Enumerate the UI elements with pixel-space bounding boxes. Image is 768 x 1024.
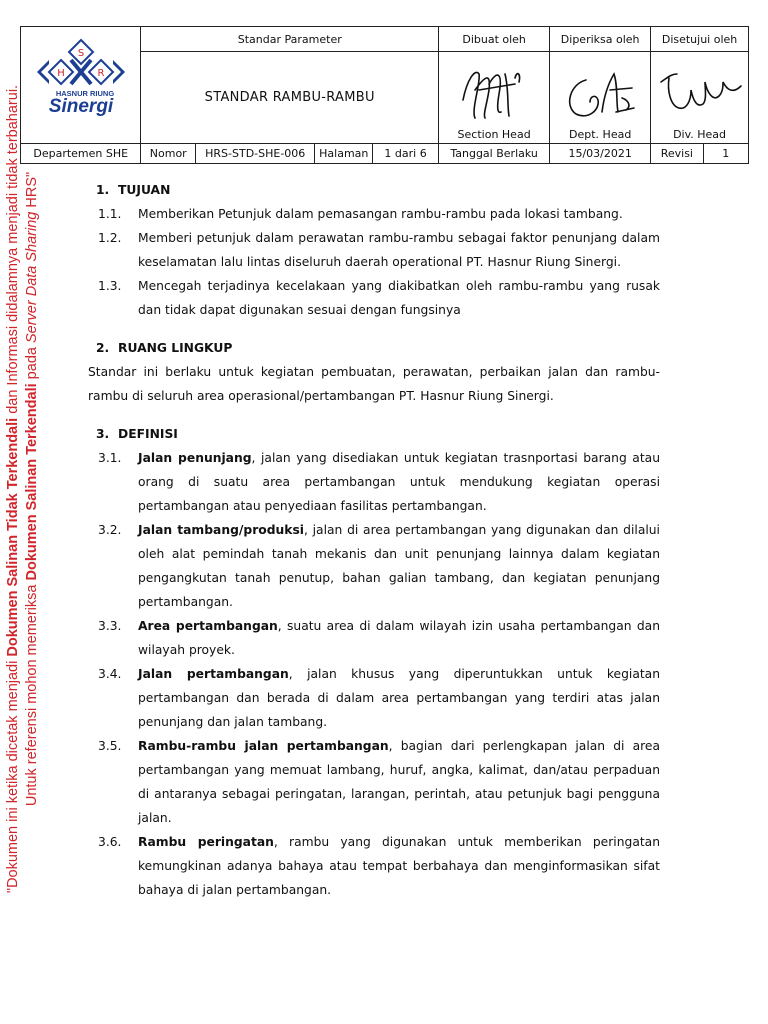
svg-text:R: R — [97, 68, 105, 79]
revisi-value: 1 — [703, 144, 748, 164]
section-heading-tujuan: 1. TUJUAN — [96, 183, 171, 197]
dept-head-signature-cell — [550, 52, 651, 144]
logo-company-small: HASNUR RIUNG — [55, 89, 114, 98]
document-title: STANDAR RAMBU-RAMBU — [141, 52, 439, 144]
tanggal-berlaku-label: Tanggal Berlaku — [439, 144, 550, 164]
standar-parameter-label: Standar Parameter — [141, 27, 439, 52]
document-body — [88, 178, 660, 902]
document-header-table — [20, 26, 749, 164]
list-item: 1.2. Memberi petunjuk dalam perawatan rambu-rambu sebagai faktor penunjang dalam keselamatan lalu lintas diseluruh daerah operational PT. Hasnur Riung Sinergi. — [98, 231, 660, 269]
dept-head-role: Dept. Head — [569, 128, 632, 141]
section-head-signature-cell — [439, 52, 550, 144]
section-heading-definisi: 3. DEFINISI — [96, 427, 178, 441]
nomor-value: HRS-STD-SHE-006 — [196, 144, 315, 164]
section-heading-ruang-lingkup: 2. RUANG LINGKUP — [96, 341, 233, 355]
halaman-label: Halaman — [315, 144, 373, 164]
logo-company-big: Sinergi — [48, 96, 113, 117]
svg-text:H: H — [56, 68, 65, 79]
dept-head-signature — [556, 60, 646, 124]
tanggal-berlaku-value: 15/03/2021 — [550, 144, 651, 164]
definition-item: 3.3. Area pertambangan, suatu area di dalam wilayah izin usaha pertambangan dan wilayah proyek. — [98, 619, 660, 657]
section-head-signature — [445, 60, 541, 124]
section-head-role: Section Head — [457, 128, 531, 141]
list-item: 1.1. Memberikan Petunjuk dalam pemasangan rambu-rambu pada lokasi tambang. — [98, 207, 623, 221]
ruang-lingkup-paragraph: Standar ini berlaku untuk kegiatan pembuatan, perawatan, perbaikan jalan dan rambu-rambu di seluruh area operasional/pertambangan PT. Hasnur Riung Sinergi. — [88, 365, 660, 403]
definition-item: 3.4. Jalan pertambangan, jalan khusus yang diperuntukkan untuk kegiatan pertambangan dan berada di dalam area pertambangan yang terdiri atas jalan penunjang dan jalan tambang. — [98, 667, 661, 729]
div-head-signature — [657, 60, 743, 124]
definition-item: 3.2. Jalan tambang/produksi, jalan di area pertambangan yang digunakan dan dilalui oleh alat pemindah tanah mekanis dan unit penunjang lainnya dalam kegiatan pengangkutan tanah penutup, bahan galian tambang, dan kegiatan penunjang pertambangan. — [98, 523, 660, 609]
revisi-label: Revisi — [651, 144, 704, 164]
definition-item: 3.1. Jalan penunjang, jalan yang disediakan untuk kegiatan trasnportasi barang atau orang di suatu area pertambangan untuk mendukung kegiatan operasi pertambangan atau penyediaan fasilitas pertambangan. — [98, 451, 660, 513]
controlled-copy-watermark — [4, 0, 64, 1001]
definition-item: 3.6. Rambu peringatan, rambu yang digunakan untuk memberikan peringatan kemungkinan adanya bahaya atau tempat berbahaya dan menginformasikan sifat bahaya di jalan pertambangan. — [98, 835, 661, 897]
div-head-role: Div. Head — [673, 128, 727, 141]
watermark-line-2: Untuk referensi mohon memeriksa Dokumen Salinan Terkendali pada Server Data Sharing HRS" — [24, 171, 40, 807]
definition-item: 3.5. Rambu-rambu jalan pertambangan, bagian dari perlengkapan jalan di area pertambangan yang memuat lambang, huruf, angka, kalimat, dan/atau perpaduan di antaranya sebagai peringatan, larangan, perintah, atau petunjuk bagi pengguna jalan. — [98, 739, 660, 825]
watermark-line-1: "Dokumen ini ketika dicetak menjadi Dokumen Salinan Tidak Terkendali dan Informasi didalamnya menjadi tidak terbaharui. — [5, 84, 21, 894]
diperiksa-oleh-label: Diperiksa oleh — [550, 27, 651, 52]
nomor-label: Nomor — [141, 144, 196, 164]
div-head-signature-cell — [651, 52, 749, 144]
departemen-value: Departemen SHE — [21, 144, 141, 164]
halaman-value: 1 dari 6 — [373, 144, 439, 164]
dibuat-oleh-label: Dibuat oleh — [439, 27, 550, 52]
svg-text:S: S — [77, 48, 84, 59]
list-item: 1.3. Mencegah terjadinya kecelakaan yang diakibatkan oleh rambu-rambu yang rusak dan tidak dapat digunakan sesuai dengan fungsinya — [98, 279, 660, 317]
disetujui-oleh-label: Disetujui oleh — [651, 27, 749, 52]
